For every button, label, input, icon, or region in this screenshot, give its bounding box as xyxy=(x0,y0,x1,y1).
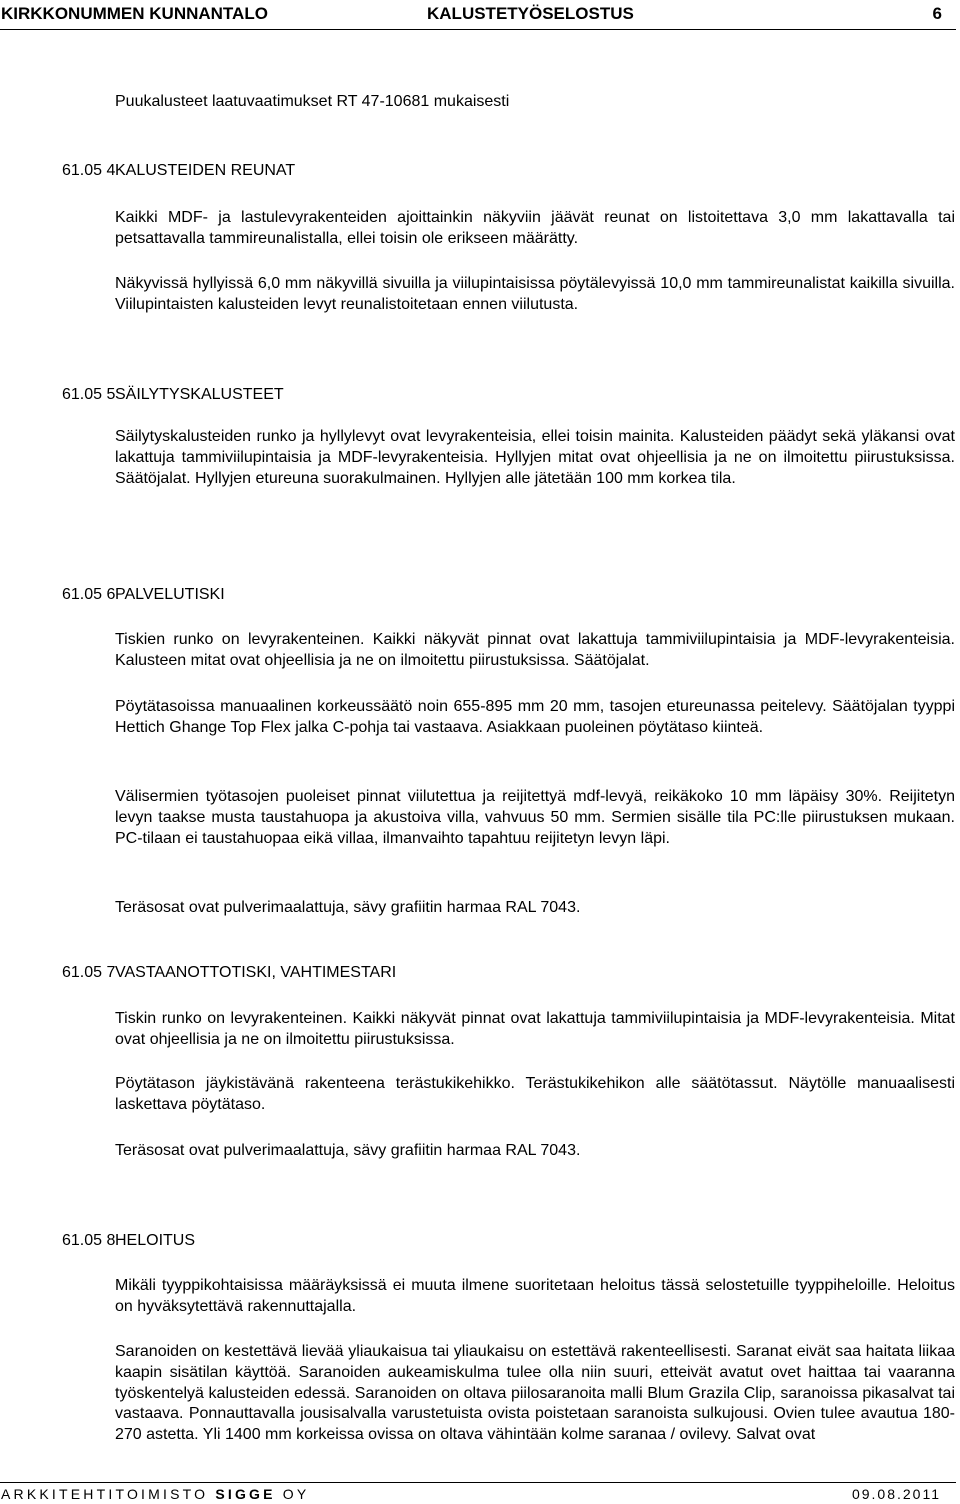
office-suffix: OY xyxy=(282,1486,310,1502)
section-title: SÄILYTYSKALUSTEET xyxy=(115,386,284,403)
paragraph: Kaikki MDF- ja lastulevyrakenteiden ajoittainkin näkyviin jäävät reunat on listoitettava 3,0 mm lakattavalla tai petsattavalla tammireunalistalla, ellei toisin ole erikseen määrätty. xyxy=(115,209,955,247)
paragraph: Tiskin runko on levyrakenteinen. Kaikki näkyvät pinnat ovat lakattuja tammiviilupintaisia ja MDF-levyrakenteisia. Mitat ovat ohjeellisia ja ne on ilmoitettu piirustuksissa. xyxy=(115,1010,955,1048)
paragraph: Saranoiden on kestettävä lievää yliaukaisua tai yliaukaisu on estettävä rakenteellisesti. Saranat eivät saa haitata liikaa kaapin sisätilan käyttöä. Saranoiden aukeamiskulma tulee olla niin suuri, etteivät avatut ovet haittaa tai vaaranna työskentelyä kalusteiden edessä. Saranoiden on oltava piilosaranoita malli Blum Grazila Clip, saranoissa pikasalvat tai vastaava. Ponnauttavalla jousisalvalla varustetuista ovista poistetaan saranoista sulkujousi. Ovien tulee avautua 180-270 astetta. Yli 1400 mm korkeissa ovissa on oltava vähintään kolme saranaa / ovilevy. Salvat ovat xyxy=(115,1343,955,1444)
paragraph: Mikäli tyyppikohtaisissa määräyksissä ei muuta ilmene suoritetaan heloitus tässä selostetuille tyyppiheloille. Heloitus on hyväksytettävä rakennuttajalla. xyxy=(115,1277,955,1315)
intro-line: Puukalusteet laatuvaatimukset RT 47-10681 mukaisesti xyxy=(115,93,510,110)
section-number: 61.05 8 xyxy=(62,1232,116,1249)
document-date: 09.08.2011 xyxy=(851,1486,941,1502)
office-name xyxy=(1,1486,309,1502)
header-divider xyxy=(0,29,956,30)
paragraph: Pöytätasoissa manuaalinen korkeussäätö noin 655-895 mm 20 mm, tasojen etureunassa peitelevy. Säätöjalan tyyppi Hettich Ghange Top Flex jalka C-pohja tai vastaava. Asiakkaan puoleinen pöytätaso kiinteä. xyxy=(115,698,955,736)
paragraph: Teräsosat ovat pulverimaalattuja, sävy grafiitin harmaa RAL 7043. xyxy=(115,899,581,916)
paragraph: Näkyvissä hyllyissä 6,0 mm näkyvillä sivuilla ja viilupintaisissa pöytälevyissä 10,0 mm tammireunalistat kaikilla sivuilla. Viilupintaisten kalusteiden levyt reunalistoitetaan ennen viilutusta. xyxy=(115,275,955,313)
office-prefix: ARKKITEHTITOIMISTO xyxy=(1,1486,209,1502)
section-number: 61.05 6 xyxy=(62,586,116,603)
page-footer xyxy=(0,1483,960,1504)
section-title: HELOITUS xyxy=(115,1232,196,1249)
section-title: PALVELUTISKI xyxy=(115,586,225,603)
section-number: 61.05 5 xyxy=(62,386,116,403)
section-number: 61.05 7 xyxy=(62,964,116,981)
paragraph: Pöytätason jäykistävänä rakenteena terästukikehikko. Terästukikehikon alle säätötassut. Näytölle manuaalisesti laskettava pöytätaso. xyxy=(115,1075,955,1113)
page-header xyxy=(0,0,960,30)
paragraph: Säilytyskalusteiden runko ja hyllylevyt ovat levyrakenteisia, ellei toisin mainita. Kalusteiden päädyt sekä yläkansi ovat lakattuja tammiviilupintaisia ja MDF-levyrakenteisia. Hyllyjen mitat ovat ohjeellisia ja ne on ilmoitettu piirustuksissa. Säätöjalat. Hyllyjen etureuna suorakulmainen. Hyllyjen alle jätetään 100 mm korkea tila. xyxy=(115,428,955,487)
document-title: KALUSTETYÖSELOSTUS xyxy=(427,4,634,23)
page-number: 6 xyxy=(932,4,942,23)
paragraph: Teräsosat ovat pulverimaalattuja, sävy grafiitin harmaa RAL 7043. xyxy=(115,1142,581,1159)
project-name: KIRKKONUMMEN KUNNANTALO xyxy=(1,4,268,23)
paragraph: Välisermien työtasojen puoleiset pinnat viilutettua ja reijitettyä mdf-levyä, reikäkoko 10 mm läpäisy 30%. Reijitetyn levyn taakse musta taustahuopa ja akustoiva villa, vahvuus 50 mm. Sermien sisälle tila PC:lle piirustuksen mukaan. PC-tilaan ei taustahuopaa eikä villaa, ilmanvaihto tapahtuu reijitetyn levyn läpi. xyxy=(115,788,955,847)
section-number: 61.05 4 xyxy=(62,162,116,179)
paragraph: Tiskien runko on levyrakenteinen. Kaikki näkyvät pinnat ovat lakattuja tammiviilupintaisia ja MDF-levyrakenteisia. Kalusteen mitat ovat ohjeellisia ja ne on ilmoitettu piirustuksissa. Säätöjalat. xyxy=(115,631,955,669)
section-title: KALUSTEIDEN REUNAT xyxy=(115,162,296,179)
office-brand: SIGGE xyxy=(215,1486,276,1502)
section-title: VASTAANOTTOTISKI, VAHTIMESTARI xyxy=(115,964,397,981)
